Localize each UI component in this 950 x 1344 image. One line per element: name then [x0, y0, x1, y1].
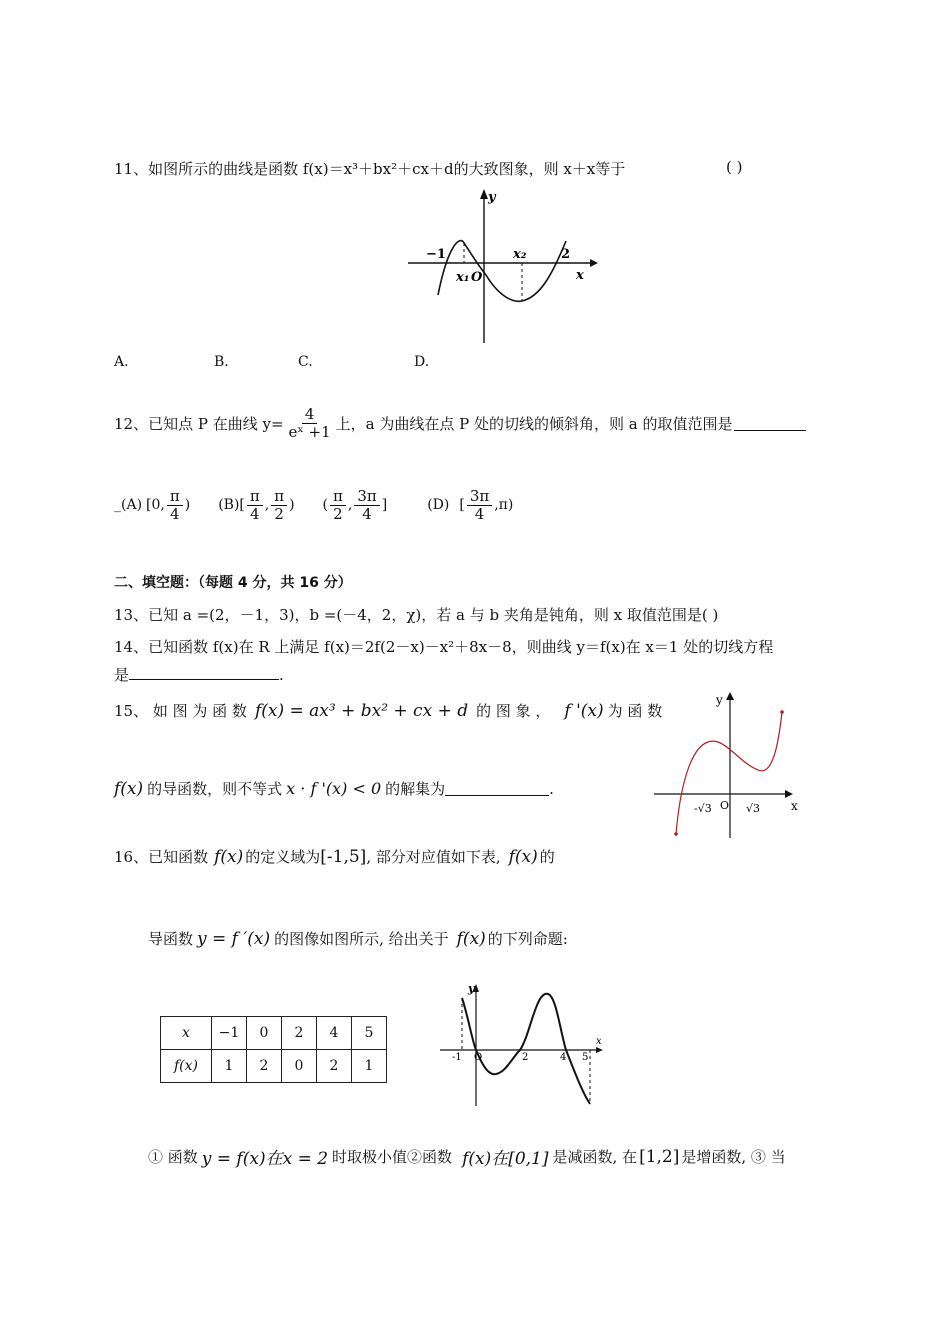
- q11-answer-paren: ( ): [726, 158, 743, 176]
- q12-optD-d1: 4: [474, 504, 485, 523]
- origin-label: O: [471, 270, 483, 285]
- q12-optA-den: 4: [170, 504, 180, 523]
- q16-fx-2: f(x): [508, 846, 538, 867]
- q12-optD-pre: [: [459, 497, 465, 513]
- q12-optA-pre: [0,: [146, 497, 165, 513]
- q16-line3-e: 是减函数, 在: [552, 1148, 638, 1166]
- q12-optC-d2: 4: [362, 504, 372, 523]
- x-label: x: [791, 799, 798, 813]
- q16-line2: [148, 928, 568, 949]
- root3-label: √3: [746, 802, 761, 815]
- q12-optA-frac: [167, 488, 183, 522]
- q12-optA-label: (A): [121, 497, 143, 513]
- table-cell: 1: [212, 1050, 247, 1083]
- q12-optC-pre: (: [322, 497, 328, 513]
- two-label: 2: [522, 1052, 529, 1063]
- origin-label: O: [720, 799, 730, 812]
- q16-line1-end: 的: [539, 848, 555, 866]
- cubic-curve: [676, 712, 782, 834]
- table-cell: 0: [247, 1017, 282, 1050]
- q13-text: 13、已知 a =(2，－1，3)，b =(－4，2，χ)，若 a 与 b 夹角是钝角，则 x 取值范围是( ): [114, 606, 719, 624]
- q15-line2-end: .: [549, 779, 554, 798]
- table-cell: 4: [317, 1017, 352, 1050]
- q16-line1: [114, 846, 555, 867]
- origin-label: O: [474, 1052, 483, 1063]
- x-axis-arrow: [590, 259, 598, 267]
- q14-line1: 14、已知函数 f(x)在 R 上满足 f(x)＝2f(2－x)－x²＋8x－8，则曲线 y＝f(x)在 x＝1 处的切线方程: [114, 638, 774, 656]
- q16-line3-d: f(x)在[0,1]: [462, 1149, 549, 1169]
- q12-optB-frac1: [247, 488, 263, 522]
- q12-optC-frac2: [354, 488, 379, 522]
- q16-value-table: [160, 1016, 387, 1083]
- two-label: 2: [561, 247, 571, 262]
- four-label: 4: [560, 1052, 567, 1063]
- q16-line3-a: ① 函数: [148, 1148, 198, 1166]
- q15-derivative: f '(x): [564, 700, 604, 721]
- q11-option-b: B.: [214, 354, 229, 370]
- q15-line2-pre: 的导函数，则不等式: [147, 780, 283, 798]
- q16-line3: [148, 1144, 786, 1169]
- table-cell: 5: [352, 1017, 387, 1050]
- q12-stem-pre: 12、已知点 P 在曲线 y=: [114, 414, 284, 433]
- x-label: x: [576, 268, 584, 283]
- q16-fx-3: f(x): [456, 928, 486, 949]
- q15-answer-blank: [445, 781, 549, 796]
- q12-optC-n1: π: [330, 488, 346, 506]
- q12-optB-label: (B): [218, 497, 240, 513]
- q11-stem: 11、如图所示的曲线是函数 f(x)＝x³＋bx²＋cx＋d的大致图象，则 x＋x等于: [114, 160, 626, 178]
- q16-line2-post: 的下列命题:: [487, 930, 568, 948]
- curve-start-point: [674, 832, 678, 836]
- q16-line1-pre: 16、已知函数: [114, 848, 209, 866]
- q14-line2: [114, 664, 284, 685]
- table-head-x: x: [161, 1017, 212, 1050]
- table-row: [161, 1017, 387, 1050]
- table-cell: 2: [317, 1050, 352, 1083]
- q14-answer-blank: [129, 665, 279, 680]
- q11-cubic-graph: [400, 185, 600, 345]
- q12-options: _ (A) [0, $\frac{\pi}{4}$ ) (B) [ $\frac{\pi}{4}$ , $\frac{\pi}{2}$ ) ( $\frac{\pi}{2}$ , $\frac{3\pi}{4}$ ] (D) [ $\frac{3\pi}{4}$ ,π): [114, 487, 514, 523]
- q12-optC-n2: 3π: [354, 488, 379, 506]
- section2-title: 二、填空题：（每题 4 分，共 16 分）: [114, 575, 352, 591]
- q15-formula: f(x) = ax³ + bx² + cx + d: [254, 700, 469, 721]
- q12-frac-num: 4: [302, 406, 318, 424]
- q14-line2-post: .: [279, 666, 284, 684]
- q16-line3-c: 时取极小值②函数: [332, 1148, 453, 1166]
- q12-stem-post: 上，a 为曲线在点 P 处的切线的倾斜角，则 a 的取值范围是: [335, 414, 733, 433]
- q12-optB-n2: π: [271, 488, 287, 506]
- q15-fx: f(x): [114, 778, 144, 799]
- q15-line1-mid: 的 图 象 ，: [476, 702, 551, 720]
- y-label: y: [716, 693, 723, 707]
- q16-line3-b: y = f(x)在x = 2: [201, 1149, 329, 1169]
- table-cell: 2: [247, 1050, 282, 1083]
- q12-optC-frac1: [330, 488, 346, 522]
- y-label: y: [488, 190, 496, 205]
- q11-option-a: A.: [114, 354, 129, 370]
- neg-root3-label: -√3: [694, 802, 712, 815]
- q12-frac-den: eˣ +1: [288, 422, 331, 441]
- x2-label: x₂: [513, 247, 527, 262]
- q16-line3-g: 是增函数, ③ 当: [681, 1148, 786, 1166]
- q16-derivative-fn: y = f ′(x): [197, 928, 271, 949]
- q15-line1-pre: 15、 如 图 为 函 数: [114, 702, 247, 720]
- q12-optD-label: (D): [427, 497, 450, 513]
- q12-opt-prefix: _: [114, 497, 121, 513]
- q12-optA-num: π: [167, 488, 183, 506]
- q11-option-c: C.: [298, 354, 313, 370]
- q16-line2-mid: 的图像如图所示, 给出关于: [274, 930, 449, 948]
- q12-answer-blank: [734, 416, 806, 431]
- q16-fx: f(x): [214, 846, 244, 867]
- table-row: [161, 1050, 387, 1083]
- table-cell: 1: [352, 1050, 387, 1083]
- q12-optD-post: ,π): [494, 497, 514, 513]
- q11-option-d: D.: [414, 354, 430, 370]
- table-cell: −1: [212, 1017, 247, 1050]
- y-label: y: [468, 982, 475, 995]
- y-axis-arrow: [480, 189, 488, 199]
- q12-optB-d1: 4: [250, 504, 260, 523]
- q15-line2-post: 的解集为: [385, 780, 446, 798]
- q16-line1-mid: 的定义域为: [245, 848, 321, 866]
- y-axis-arrow: [726, 692, 734, 700]
- q14-line2-pre: 是: [114, 666, 130, 684]
- x-axis-arrow: [596, 1047, 603, 1053]
- q16-line2-pre: 导函数: [148, 930, 194, 948]
- q15-line2: [114, 778, 554, 799]
- q15-line1-post: 为 函 数: [607, 702, 663, 720]
- q15-inequality: x · f '(x) < 0: [286, 779, 382, 798]
- x-axis-arrow: [785, 790, 793, 798]
- table-cell: 2: [282, 1017, 317, 1050]
- q12-optB-pre: [: [239, 497, 245, 513]
- q15-cubic-graph: [650, 688, 815, 843]
- q16-line1-post: , 部分对应值如下表,: [366, 848, 501, 866]
- q12-optC-post: ]: [381, 497, 388, 513]
- table-cell: 0: [282, 1050, 317, 1083]
- q12-stem: [114, 406, 806, 440]
- derivative-curve: [462, 994, 590, 1104]
- q16-derivative-graph: [436, 980, 616, 1110]
- q12-optA-post: ): [184, 497, 191, 513]
- q12-optC-d1: 2: [333, 504, 343, 523]
- table-head-fx: f(x): [161, 1050, 212, 1083]
- q12-curve-fraction: [286, 406, 334, 440]
- q16-domain: [-1,5]: [320, 846, 367, 867]
- q12-optD-frac: [467, 488, 492, 522]
- x-label: x: [596, 1036, 602, 1047]
- q12-optB-frac2: [271, 488, 287, 522]
- q12-optB-d2: 2: [274, 504, 284, 523]
- curve-end-point: [780, 710, 784, 714]
- q12-optB-post: ): [289, 497, 295, 513]
- five-label: 5: [582, 1052, 589, 1063]
- q15-line1: [114, 700, 662, 721]
- q12-optD-n1: 3π: [467, 488, 492, 506]
- neg-one-label: -1: [452, 1052, 462, 1063]
- q16-line3-f: [1,2]: [639, 1146, 680, 1167]
- x1-label: x₁: [456, 270, 470, 285]
- q12-optB-n1: π: [247, 488, 263, 506]
- neg-one-label: −1: [426, 247, 446, 262]
